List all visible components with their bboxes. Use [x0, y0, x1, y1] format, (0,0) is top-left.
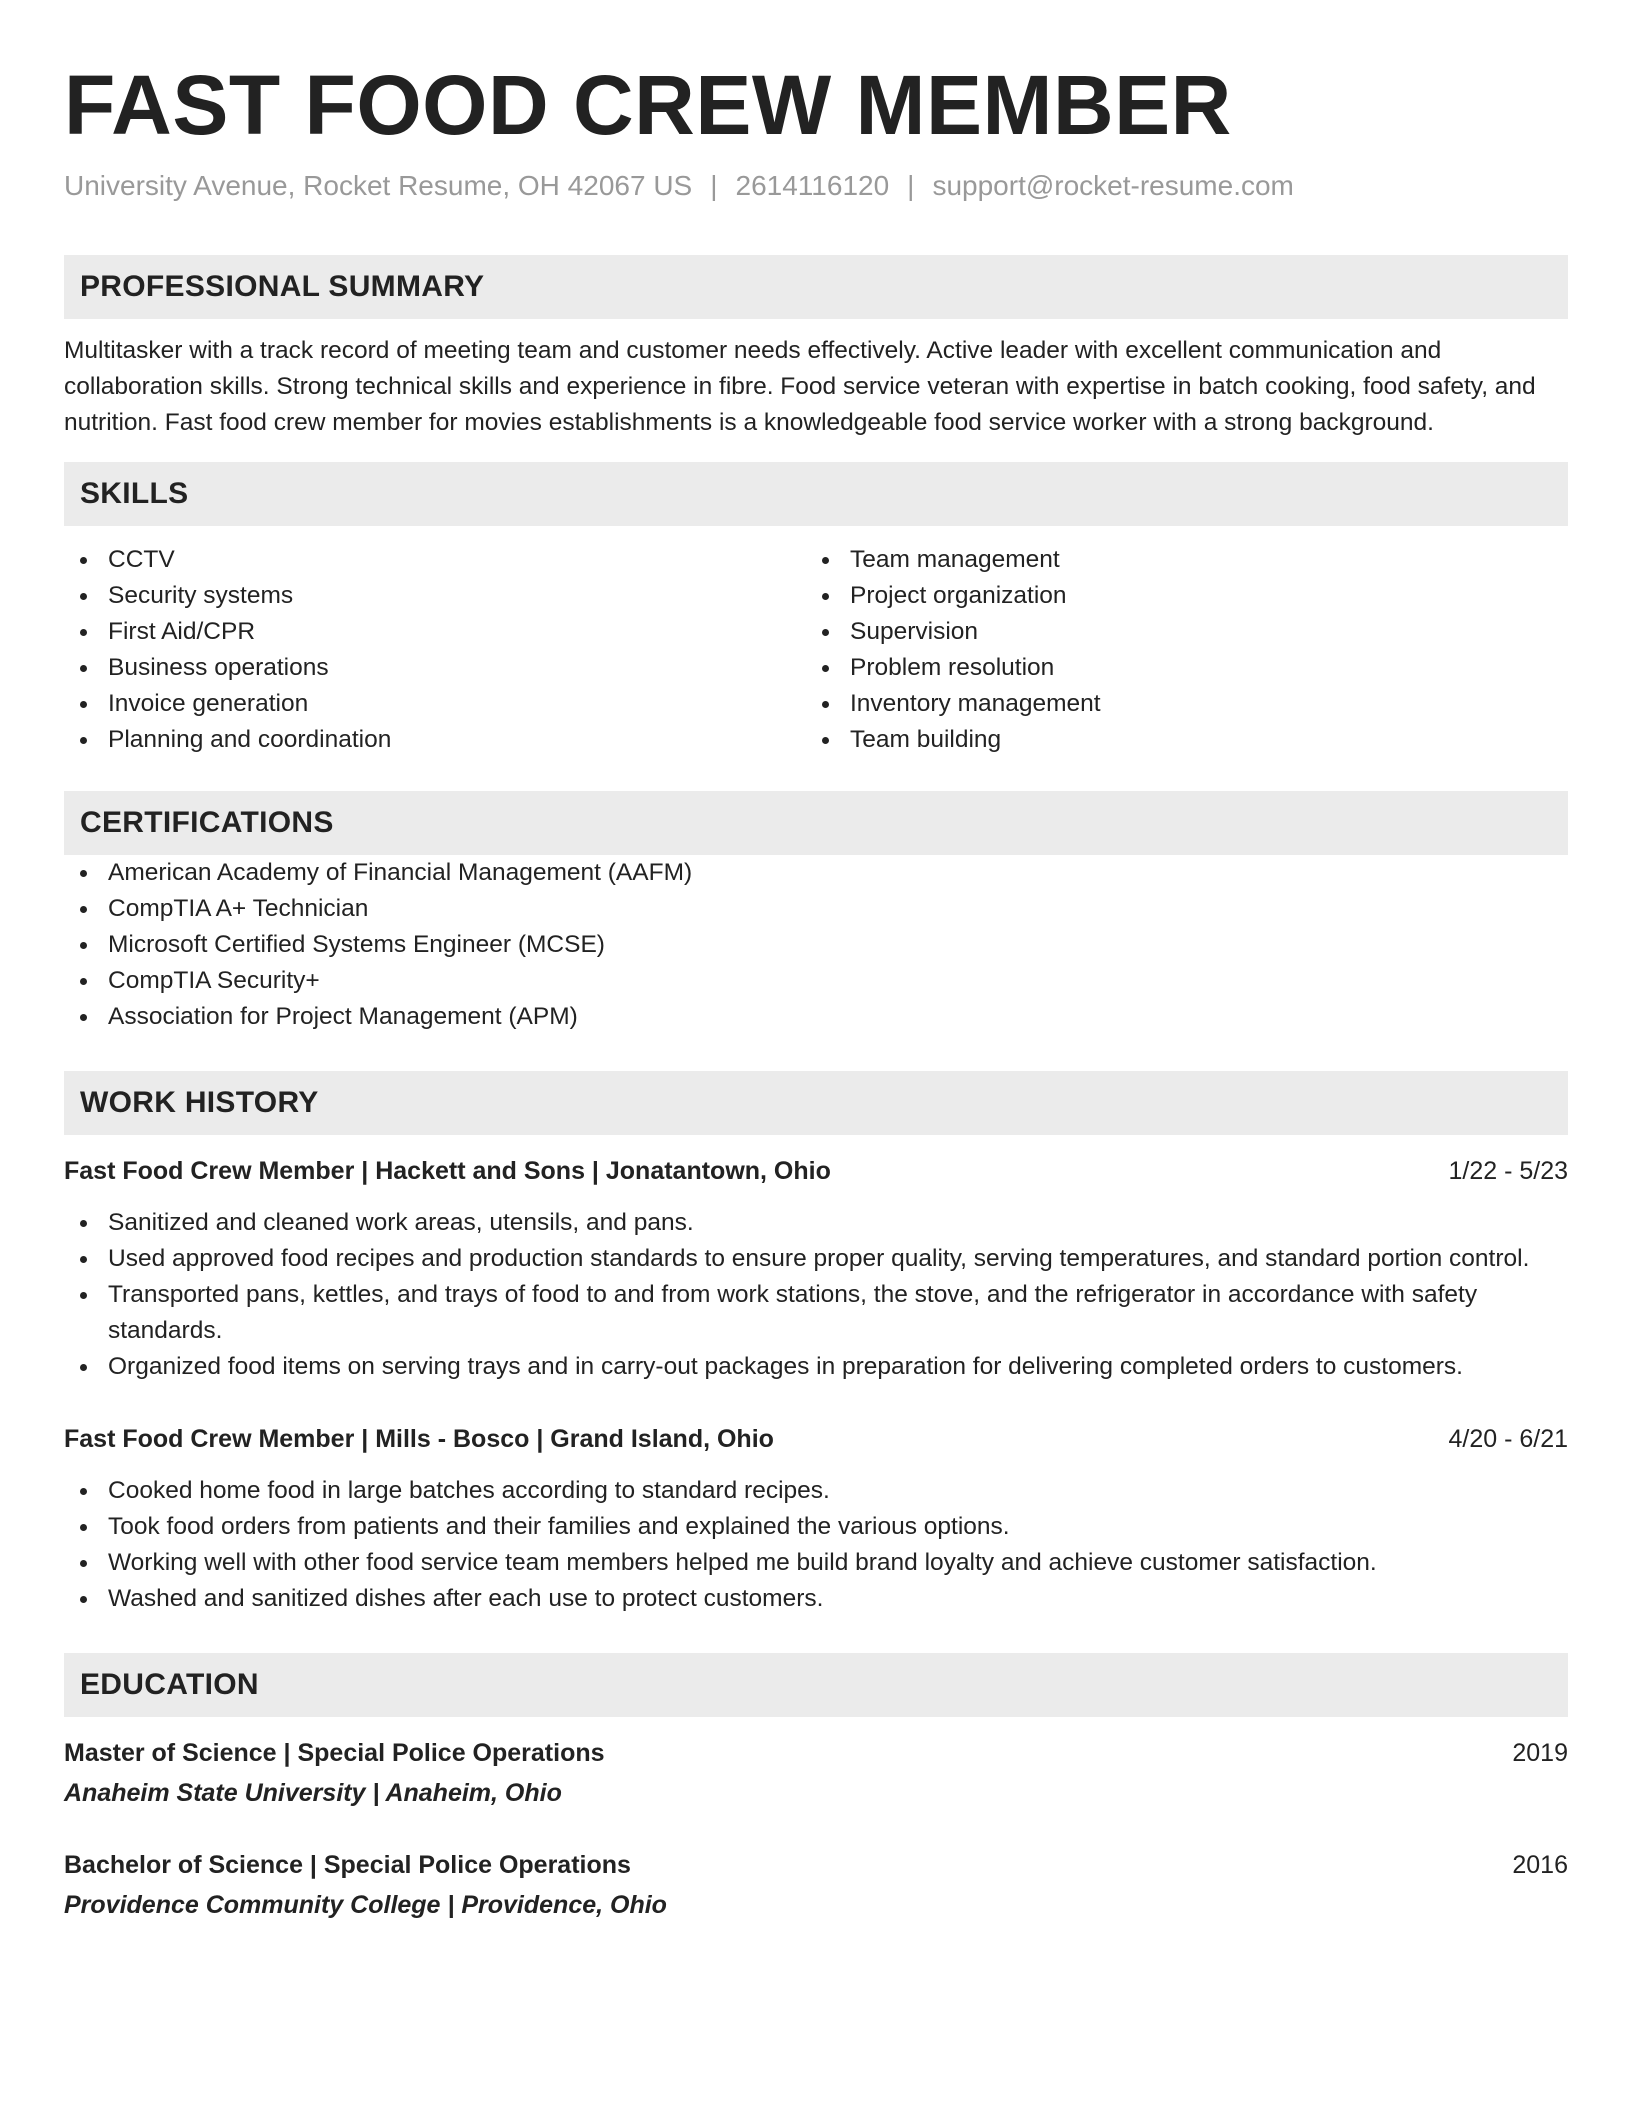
section-heading-education: EDUCATION: [64, 1653, 1568, 1717]
skills-grid: [64, 542, 1568, 758]
certification-item: CompTIA A+ Technician: [64, 891, 1568, 927]
job-duty-item: Used approved food recipes and production standards to ensure proper quality, serving temperatures, and standard portion control.: [64, 1241, 1568, 1277]
job-title: Fast Food Crew Member | Mills - Bosco | Grand Island, Ohio: [64, 1425, 774, 1453]
skill-item: Inventory management: [806, 686, 1548, 722]
certification-item: Association for Project Management (APM): [64, 999, 1568, 1035]
education-degree: Bachelor of Science | Special Police Operations: [64, 1851, 631, 1879]
section-heading-certifications: CERTIFICATIONS: [64, 791, 1568, 855]
job-header: [64, 1153, 1568, 1189]
skill-item: First Aid/CPR: [64, 614, 806, 650]
education-entry: [64, 1847, 1568, 1923]
certification-item: Microsoft Certified Systems Engineer (MCSE): [64, 927, 1568, 963]
job-duties-list: [64, 1205, 1568, 1385]
certification-list: [64, 855, 1568, 1035]
education-entry: [64, 1735, 1568, 1811]
section-heading-skills: SKILLS: [64, 462, 1568, 526]
education-degree: Master of Science | Special Police Operations: [64, 1739, 605, 1767]
education-year: 2019: [1512, 1739, 1568, 1767]
job-duty-item: Took food orders from patients and their families and explained the various options.: [64, 1509, 1568, 1545]
section-heading-summary: PROFESSIONAL SUMMARY: [64, 255, 1568, 319]
education-header: [64, 1735, 1568, 1771]
job-header: [64, 1421, 1568, 1457]
section-heading-work-history: WORK HISTORY: [64, 1071, 1568, 1135]
education-school: Anaheim State University | Anaheim, Ohio: [64, 1779, 562, 1807]
job-duty-item: Organized food items on serving trays and in carry-out packages in preparation for delivering completed orders to customers.: [64, 1349, 1568, 1385]
skill-item: Planning and coordination: [64, 722, 806, 758]
certification-item: American Academy of Financial Management (AAFM): [64, 855, 1568, 891]
skills-column-right: [806, 542, 1548, 758]
job-duty-item: Transported pans, kettles, and trays of food to and from work stations, the stove, and the refrigerator in accordance with safety standards.: [64, 1277, 1568, 1349]
skill-item: Supervision: [806, 614, 1548, 650]
contact-email: support@rocket-resume.com: [932, 170, 1294, 201]
skill-item: Project organization: [806, 578, 1548, 614]
skill-item: Security systems: [64, 578, 806, 614]
education-school: Providence Community College | Providence, Ohio: [64, 1891, 667, 1919]
contact-address: University Avenue, Rocket Resume, OH 42067 US: [64, 170, 693, 201]
job-duty-item: Washed and sanitized dishes after each use to protect customers.: [64, 1581, 1568, 1617]
contact-line: [64, 168, 1568, 204]
summary-text: Multitasker with a track record of meeting team and customer needs effectively. Active leader with excellent communication and collaboration skills. Strong technical skills and experience in fibre. Food service veteran with expertise in batch cooking, food safety, and nutrition. Fast food crew member for movies establishments is a knowledgeable food service worker with a strong background.: [64, 337, 1536, 436]
job-entry: [64, 1153, 1568, 1385]
skills-column-left: [64, 542, 806, 758]
job-duties-list: [64, 1473, 1568, 1617]
skill-item: Problem resolution: [806, 650, 1548, 686]
education-header: [64, 1847, 1568, 1883]
job-duty-item: Sanitized and cleaned work areas, utensils, and pans.: [64, 1205, 1568, 1241]
skill-item: Business operations: [64, 650, 806, 686]
education-year: 2016: [1512, 1851, 1568, 1879]
skill-item: Team building: [806, 722, 1548, 758]
job-duty-item: Working well with other food service team members helped me build brand loyalty and achieve customer satisfaction.: [64, 1545, 1568, 1581]
job-dates: 4/20 - 6/21: [1448, 1425, 1568, 1453]
job-title: Fast Food Crew Member | Hackett and Sons | Jonatantown, Ohio: [64, 1157, 831, 1185]
job-duty-item: Cooked home food in large batches according to standard recipes.: [64, 1473, 1568, 1509]
contact-separator: |: [710, 170, 718, 201]
skills-list-left: [64, 542, 806, 758]
skill-item: CCTV: [64, 542, 806, 578]
job-entry: [64, 1421, 1568, 1617]
job-dates: 1/22 - 5/23: [1448, 1157, 1568, 1185]
certification-item: CompTIA Security+: [64, 963, 1568, 999]
skills-list-right: [806, 542, 1548, 758]
skill-item: Invoice generation: [64, 686, 806, 722]
candidate-name: FAST FOOD CREW MEMBER: [64, 58, 1232, 152]
skill-item: Team management: [806, 542, 1548, 578]
contact-separator: |: [907, 170, 915, 201]
contact-phone: 2614116120: [735, 170, 890, 201]
